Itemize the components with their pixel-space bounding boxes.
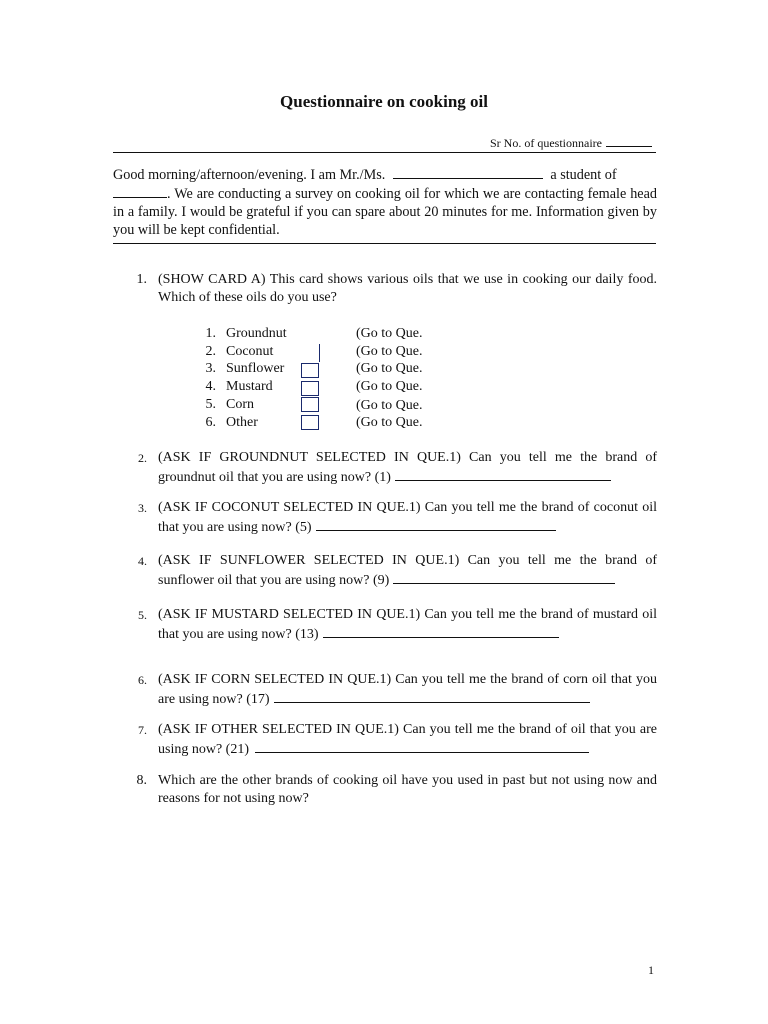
serial-number-label: Sr No. of questionnaire (490, 136, 602, 150)
question-number: 4. (138, 554, 147, 568)
question-text-content: (ASK IF CORN SELECTED IN QUE.1) Can you tell me the brand of corn oil that you are using now? (17) (158, 672, 657, 707)
question-number: 7. (138, 723, 147, 737)
option-number: 5. (205, 397, 216, 412)
option-coconut: Coconut (226, 344, 274, 359)
option-goto: (Go to Que. (356, 344, 423, 359)
question-text (158, 721, 657, 759)
question-number: 3. (138, 501, 147, 515)
question-text (158, 449, 657, 487)
answer-blank[interactable] (255, 739, 589, 753)
option-number: 4. (205, 379, 216, 394)
institution-blank[interactable] (113, 184, 167, 198)
question-5 (113, 606, 657, 644)
question-3 (113, 499, 657, 537)
top-divider (113, 152, 656, 153)
question-text (158, 552, 657, 590)
question-text-content: (ASK IF GROUNDNUT SELECTED IN QUE.1) Can you tell me the brand of groundnut oil that you are using now? (1) (158, 450, 657, 485)
answer-blank[interactable] (395, 467, 611, 481)
document-title: Questionnaire on cooking oil (280, 92, 488, 111)
intro-survey-text: . We are conducting a survey on cooking oil for which we are contacting female head in a family. I would be grateful if you can spare about 20 minutes for me. Information given by you will be kept confidential. (113, 186, 657, 238)
option-number: 6. (205, 415, 216, 430)
question-number: 5. (138, 608, 147, 622)
option-groundnut: Groundnut (226, 326, 287, 341)
option-corn: Corn (226, 397, 254, 412)
question-number: 8. (136, 773, 147, 788)
question-6 (113, 671, 657, 709)
option-number: 2. (205, 344, 216, 359)
question-2 (113, 449, 657, 487)
intro-student-of: a student of (550, 167, 617, 183)
question-text: Which are the other brands of cooking oil have you used in past but not using now and reasons for not using now? (158, 773, 657, 806)
answer-blank[interactable] (393, 570, 615, 584)
question-text-content: (ASK IF SUNFLOWER SELECTED IN QUE.1) Can you tell me the brand of sunflower oil that you are using now? (9) (158, 553, 657, 588)
checkbox-corn[interactable] (301, 397, 319, 412)
option-goto: (Go to Que. (356, 326, 423, 341)
option-goto: (Go to Que. (356, 415, 423, 430)
checkbox-edge (319, 344, 320, 362)
serial-number-field (490, 135, 652, 151)
question-4 (113, 552, 657, 590)
option-other: Other (226, 415, 258, 430)
question-text: (SHOW CARD A) This card shows various oils that we use in cooking our daily food. Which of these oils do you use? (158, 272, 657, 305)
question-number: 6. (138, 673, 147, 687)
question-text (158, 606, 657, 644)
option-sunflower: Sunflower (226, 361, 285, 376)
checkbox-sunflower[interactable] (301, 363, 319, 378)
option-number: 1. (205, 326, 216, 341)
intro-divider (113, 243, 656, 244)
checkbox-mustard[interactable] (301, 381, 319, 396)
answer-blank[interactable] (323, 624, 559, 638)
intro-greeting: Good morning/afternoon/evening. I am Mr./Ms. (113, 167, 386, 183)
answer-blank[interactable] (274, 689, 590, 703)
option-goto: (Go to Que. (356, 379, 423, 394)
page-number: 1 (648, 963, 654, 977)
question-number: 1. (136, 272, 147, 287)
question-text-content: (ASK IF COCONUT SELECTED IN QUE.1) Can you tell me the brand of coconut oil that you are using now? (5) (158, 500, 657, 535)
question-text (158, 499, 657, 537)
interviewer-name-blank[interactable] (393, 165, 543, 179)
question-8 (113, 772, 657, 808)
option-goto: (Go to Que. (356, 398, 423, 413)
introduction-paragraph (113, 165, 657, 239)
option-mustard: Mustard (226, 379, 273, 394)
question-7 (113, 721, 657, 759)
question-text-content: (ASK IF OTHER SELECTED IN QUE.1) Can you tell me the brand of oil that you are using now? (21) (158, 722, 657, 757)
option-number: 3. (205, 361, 216, 376)
question-1 (113, 271, 657, 307)
checkbox-other[interactable] (301, 415, 319, 430)
answer-blank[interactable] (316, 517, 556, 531)
question-text (158, 671, 657, 709)
option-goto: (Go to Que. (356, 361, 423, 376)
question-number: 2. (138, 451, 147, 465)
serial-number-blank[interactable] (606, 135, 652, 147)
question-text-content: (ASK IF MUSTARD SELECTED IN QUE.1) Can you tell me the brand of mustard oil that you are using now? (13) (158, 607, 657, 642)
